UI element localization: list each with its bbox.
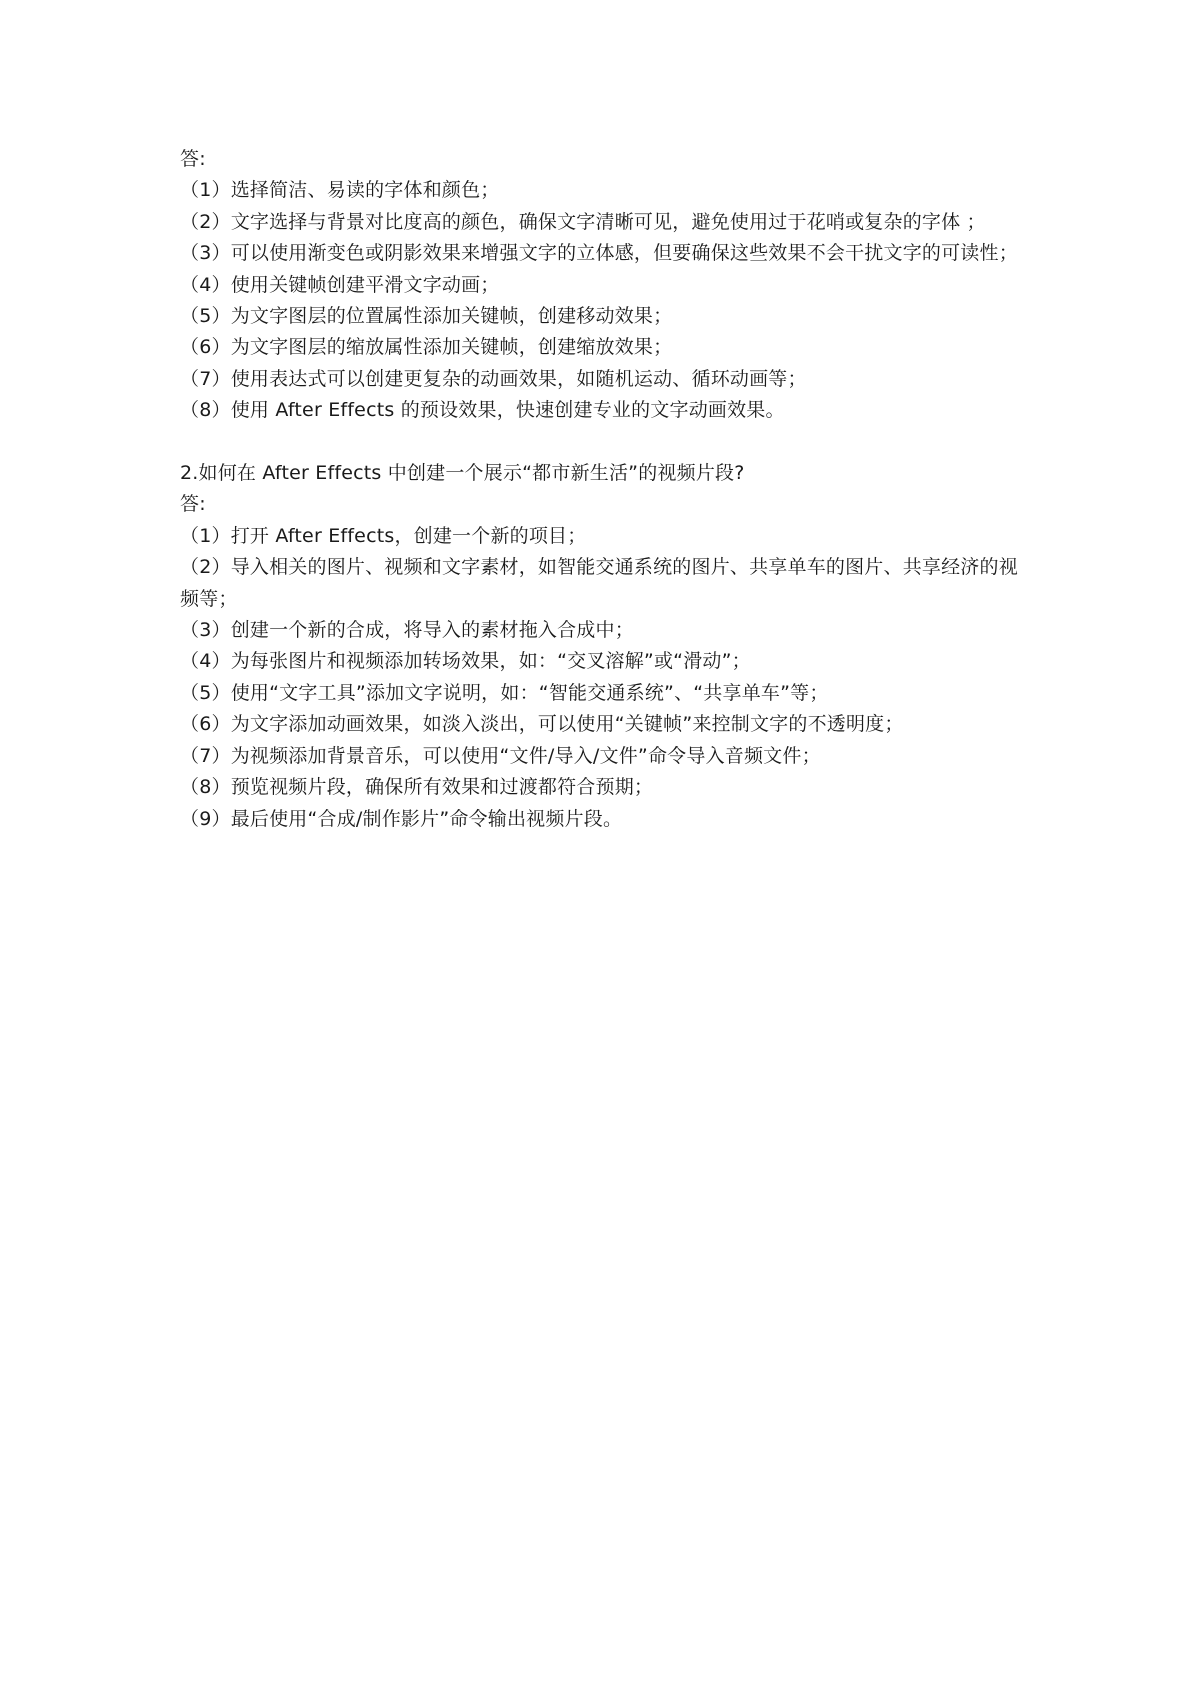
answer-item-2-1: （1）打开 After Effects，创建一个新的项目； [180, 524, 587, 547]
answer-item-2-5: （5）使用“文字工具”添加文字说明，如：“智能交通系统”、“共享单车”等； [180, 681, 829, 704]
answer-item-1-8: （8）使用 After Effects 的预设效果，快速创建专业的文字动画效果。 [180, 399, 785, 422]
answer-item-2-7: （7）为视频添加背景音乐，可以使用“文件/导入/文件”命令导入音频文件； [180, 744, 821, 767]
answer-item-1-1: （1）选择简洁、易读的字体和颜色； [180, 179, 500, 202]
answer-item-2-6: （6）为文字添加动画效果，如淡入淡出，可以使用“关键帧”来控制文字的不透明度； [180, 713, 904, 736]
answer-item-2-3: （3）创建一个新的合成，将导入的素材拖入合成中； [180, 619, 634, 642]
answer-item-2-9: （9）最后使用“合成/制作影片”命令输出视频片段。 [180, 807, 623, 830]
answer-item-1-2: （2）文字选择与背景对比度高的颜色，确保文字清晰可见，避免使用过于花哨或复杂的字体 ； [180, 210, 986, 233]
answer-item-1-3: （3）可以使用渐变色或阴影效果来增强文字的立体感，但要确保这些效果不会干扰文字的可读性； [180, 242, 1018, 265]
answer-item-2-4: （4）为每张图片和视频添加转场效果，如：“交叉溶解”或“滑动”； [180, 650, 751, 673]
document-body [180, 144, 1020, 835]
answer-label-1: 答: [180, 148, 206, 170]
paragraph-gap [180, 427, 1020, 458]
answer-label-2: 答: [180, 493, 206, 516]
answer-item-1-6: （6）为文字图层的缩放属性添加关键帧，创建缩放效果； [180, 336, 673, 359]
answer-item-1-5: （5）为文字图层的位置属性添加关键帧，创建移动效果； [180, 305, 673, 328]
question-2: 2.如何在 After Effects 中创建一个展示“都市新生活”的视频片段? [180, 462, 745, 485]
answer-item-2-8: （8）预览视频片段，确保所有效果和过渡都符合预期； [180, 776, 654, 799]
answer-item-1-7: （7）使用表达式可以创建更复杂的动画效果，如随机运动、循环动画等； [180, 367, 807, 390]
answer-item-1-4: （4）使用关键帧创建平滑文字动画； [180, 273, 500, 296]
answer-item-2-2: （2）导入相关的图片、视频和文字素材，如智能交通系统的图片、共享单车的图片、共享经济的视频等； [180, 556, 1018, 610]
